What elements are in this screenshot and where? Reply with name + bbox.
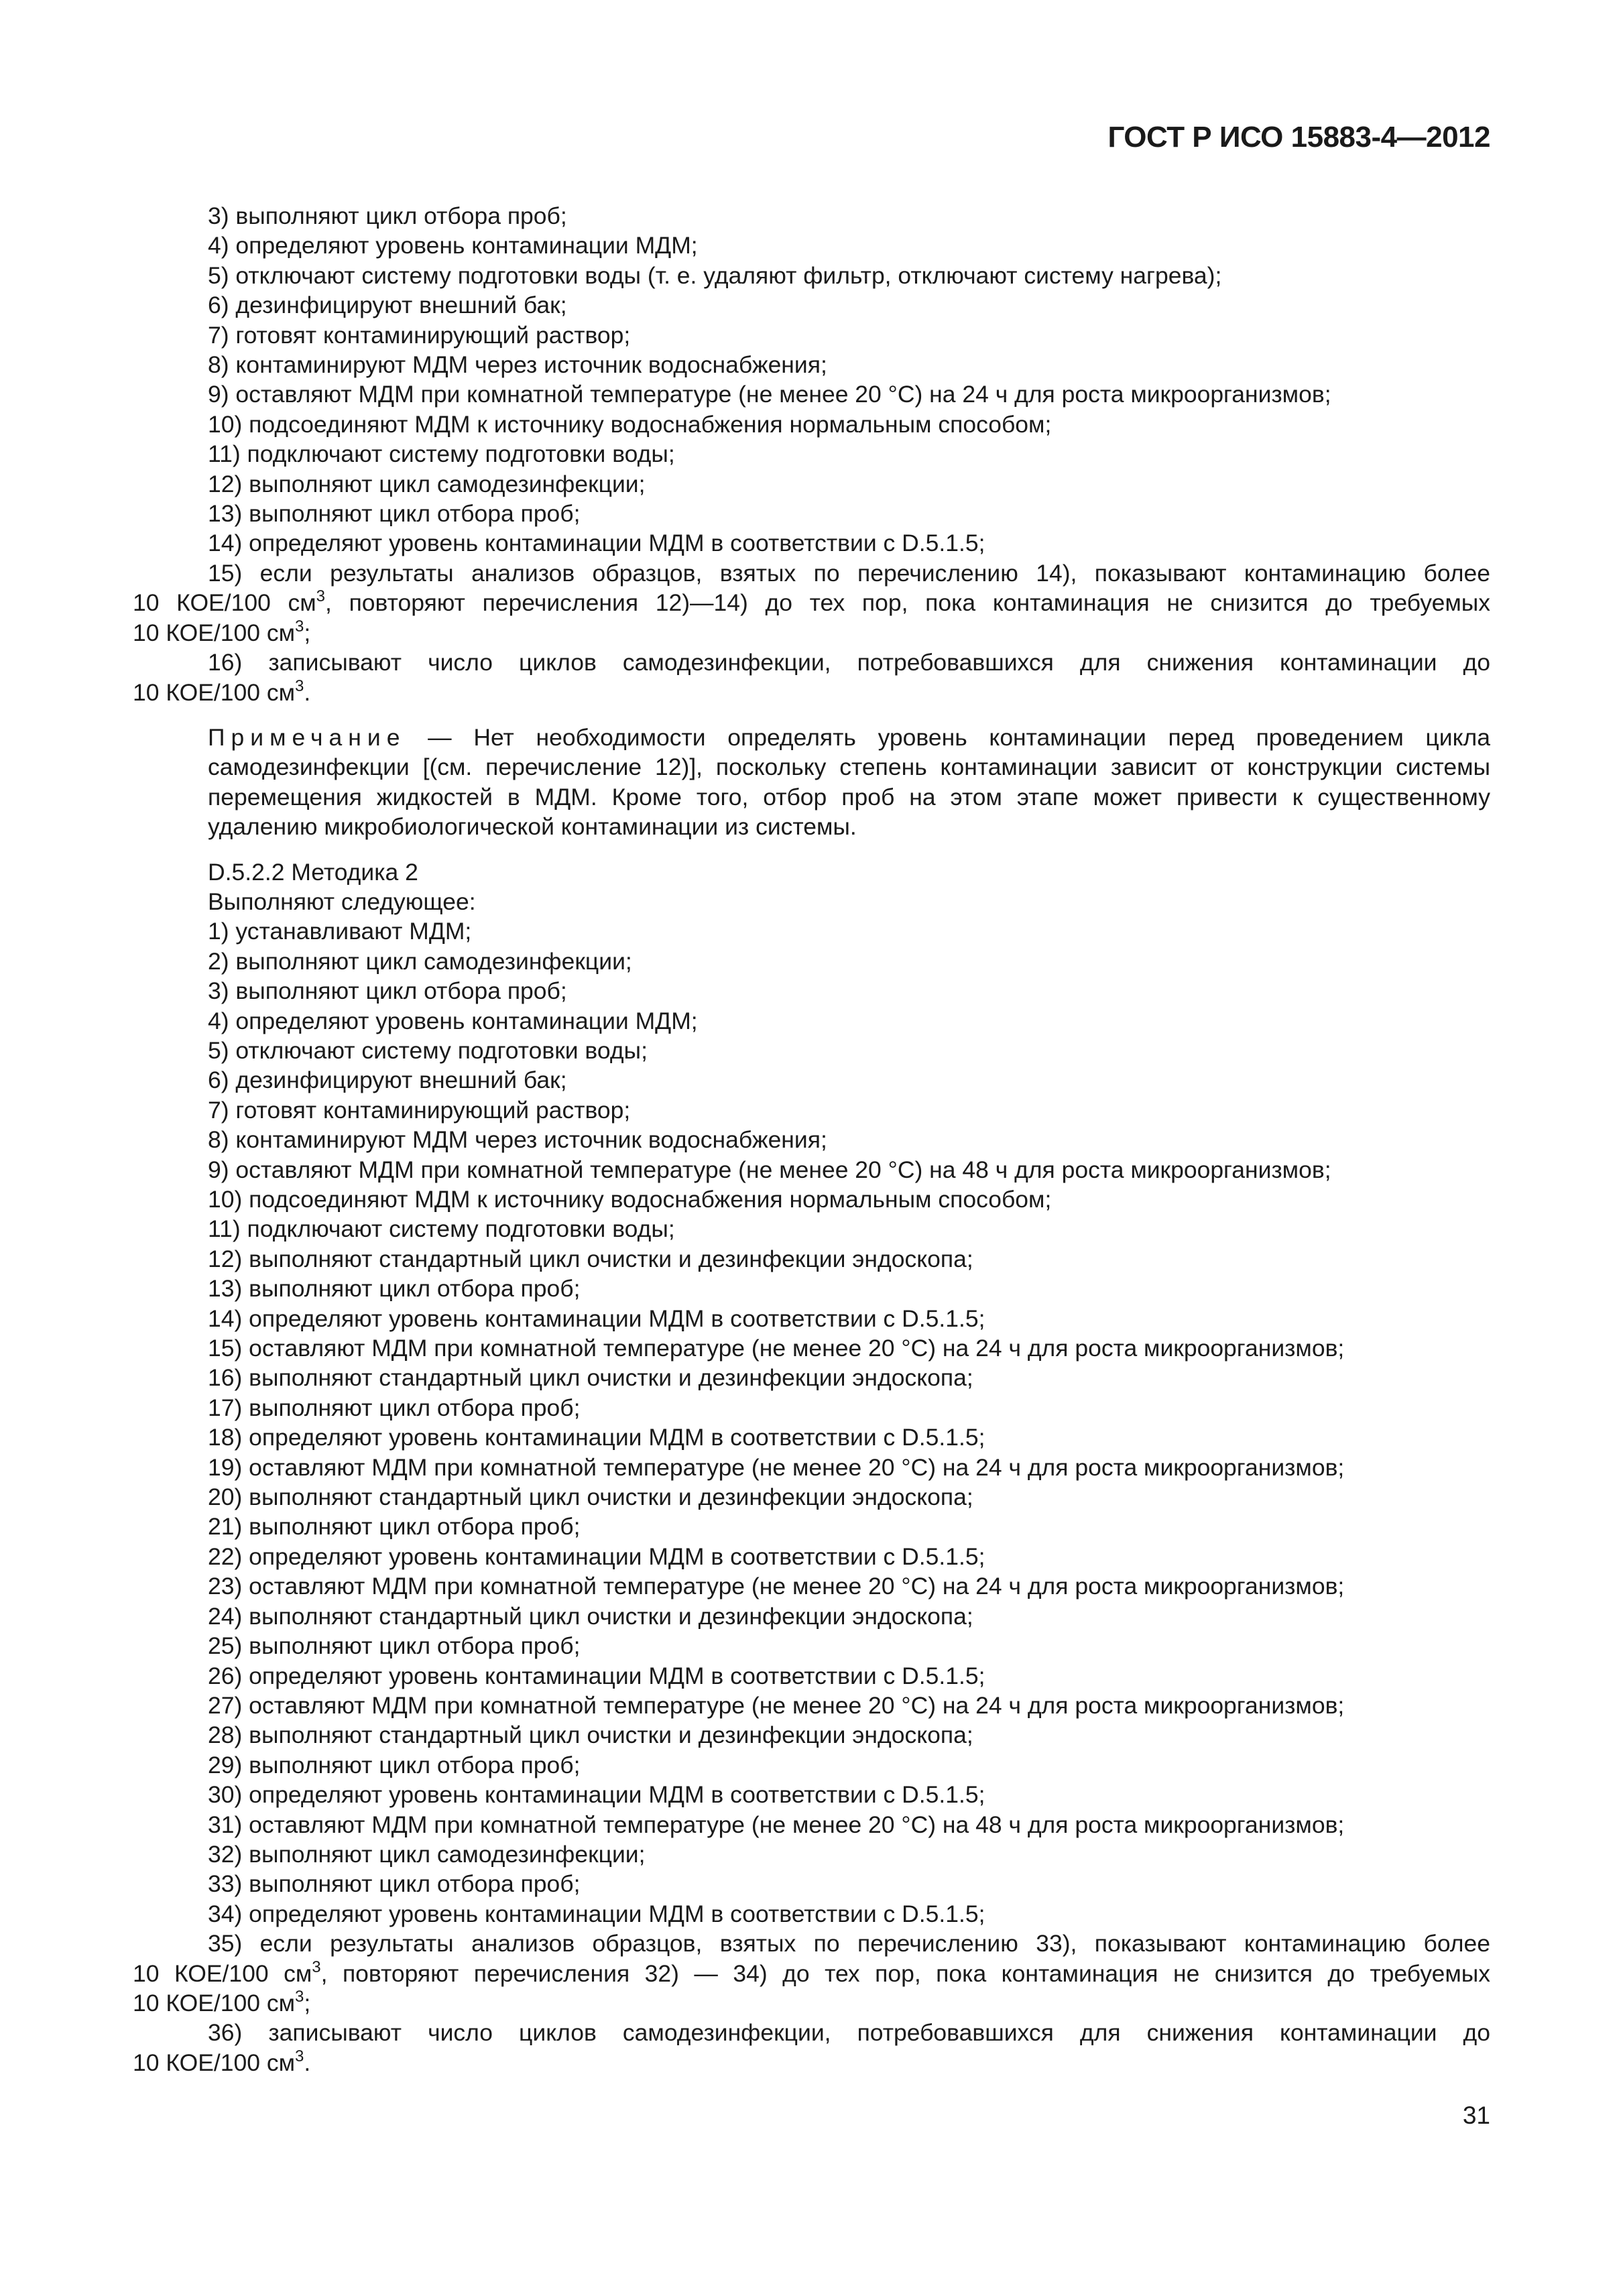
list-item: 30) определяют уровень контаминации МДМ в соответствии с D.5.1.5;: [208, 1781, 985, 1809]
list-item: 5) отключают систему подготовки воды;: [208, 1036, 648, 1064]
list-item: 5) отключают систему подготовки воды (т. е. удаляют фильтр, отключают систему нагрева);: [208, 261, 1222, 289]
list-item: 24) выполняют стандартный цикл очистки и дезинфекции эндоскопа;: [208, 1602, 973, 1630]
list-item: 12) выполняют стандартный цикл очистки и дезинфекции эндоскопа;: [208, 1245, 973, 1272]
section-intro: Выполняют следующее:: [208, 888, 476, 915]
item-36-line-2: 10 КОЕ/100 $см^3$.: [133, 2047, 311, 2076]
item-35-line-1: 35) если результаты анализов образцов, взятых по перечислению 33), показывают контаминацию более: [208, 1930, 1490, 1957]
item-15-line-3: 10 КОЕ/100 $см^3$;: [133, 617, 311, 646]
item-35-line-2: 10 КОЕ/100 $см^3$, повторяют перечисления 32) — 34) до тех пор, пока контаминация не снизится до требуемых: [133, 1957, 1490, 1987]
procedure-2-list: [133, 916, 1490, 1929]
list-item: 11) подключают систему подготовки воды;: [208, 440, 675, 468]
list-item: 17) выполняют цикл отбора проб;: [208, 1394, 581, 1421]
note-paragraph: Примечание — Нет необходимости определять уровень контаминации перед проведением цикла самодезинфекции [(см. перечисление 12)], поскольку степень контаминации зависит от конструкции системы перемещения жидкостей в МДМ. Кроме того, отбор проб на этом этапе может привести к существенному удалению микробиологической контаминации из системы.: [208, 723, 1490, 841]
list-item: 11) подключают систему подготовки воды;: [208, 1215, 675, 1243]
list-item: 8) контаминируют МДМ через источник водоснабжения;: [208, 1126, 827, 1154]
procedure-1-list: [133, 201, 1490, 558]
note-label: Примечание: [208, 723, 406, 751]
list-item: 8) контаминируют МДМ через источник водоснабжения;: [208, 351, 827, 379]
list-item: 13) выполняют цикл отбора проб;: [208, 1275, 581, 1303]
list-item: 1) устанавливают МДМ;: [208, 918, 472, 945]
item-16-line-1: 16) записывают число циклов самодезинфекции, потребовавшихся для снижения контаминации до: [208, 649, 1490, 676]
list-item: 6) дезинфицируют внешний бак;: [208, 1067, 567, 1094]
list-item: 16) выполняют стандартный цикл очистки и дезинфекции эндоскопа;: [208, 1364, 973, 1392]
list-item: 10) подсоединяют МДМ к источнику водоснабжения нормальным способом;: [208, 1186, 1052, 1213]
list-item: 6) дезинфицируют внешний бак;: [208, 292, 567, 319]
list-item: 14) определяют уровень контаминации МДМ в соответствии с D.5.1.5;: [208, 1305, 985, 1332]
list-item: 12) выполняют цикл самодезинфекции;: [208, 470, 646, 497]
list-item-36: [133, 2018, 1490, 2077]
list-item: 7) готовят контаминирующий раствор;: [208, 1096, 631, 1124]
item-16-line-2: 10 КОЕ/100 $см^3$.: [133, 676, 311, 706]
list-item: 32) выполняют цикл самодезинфекции;: [208, 1840, 646, 1868]
list-item: 4) определяют уровень контаминации МДМ;: [208, 1007, 698, 1034]
list-item: 25) выполняют цикл отбора проб;: [208, 1632, 581, 1660]
item-15-line-1: 15) если результаты анализов образцов, взятых по перечислению 14), показывают контаминацию более: [208, 559, 1490, 587]
list-item: 28) выполняют стандартный цикл очистки и дезинфекции эндоскопа;: [208, 1721, 973, 1749]
list-item: 29) выполняют цикл отбора проб;: [208, 1751, 581, 1778]
list-item: 27) оставляют МДМ при комнатной температуре (не менее 20 °С) на 24 ч для роста микроорганизмов;: [208, 1691, 1345, 1719]
item-15-line-2: 10 КОЕ/100 $см^3$, повторяют перечисления 12)—14) до тех пор, пока контаминация не снизится до требуемых: [133, 587, 1490, 617]
list-item: 21) выполняют цикл отбора проб;: [208, 1513, 581, 1540]
section-title: D.5.2.2 Методика 2: [208, 858, 418, 886]
list-item: 19) оставляют МДМ при комнатной температуре (не менее 20 °С) на 24 ч для роста микроорганизмов;: [208, 1453, 1345, 1481]
page-content: [133, 201, 1490, 2077]
list-item-16: [133, 648, 1490, 707]
item-35-line-3: 10 КОЕ/100 $см^3$;: [133, 1987, 311, 2016]
list-item: 13) выполняют цикл отбора проб;: [208, 500, 581, 528]
list-item: 4) определяют уровень контаминации МДМ;: [208, 232, 698, 259]
item-36-line-1: 36) записывают число циклов самодезинфекции, потребовавшихся для снижения контаминации до: [208, 2019, 1490, 2047]
document-code-header: ГОСТ Р ИСО 15883-4—2012: [1107, 121, 1490, 154]
page-number: 31: [1462, 2102, 1490, 2129]
list-item: 9) оставляют МДМ при комнатной температуре (не менее 20 °С) на 48 ч для роста микроорганизмов;: [208, 1156, 1331, 1183]
list-item: 34) определяют уровень контаминации МДМ в соответствии с D.5.1.5;: [208, 1900, 985, 1927]
list-item: 22) определяют уровень контаминации МДМ в соответствии с D.5.1.5;: [208, 1543, 985, 1570]
list-item: 18) определяют уровень контаминации МДМ в соответствии с D.5.1.5;: [208, 1424, 985, 1451]
list-item: 9) оставляют МДМ при комнатной температуре (не менее 20 °С) на 24 ч для роста микроорганизмов;: [208, 381, 1331, 408]
list-item: 26) определяют уровень контаминации МДМ в соответствии с D.5.1.5;: [208, 1662, 985, 1689]
list-item: 23) оставляют МДМ при комнатной температуре (не менее 20 °С) на 24 ч для роста микроорганизмов;: [208, 1573, 1345, 1600]
list-item: 2) выполняют цикл самодезинфекции;: [208, 947, 632, 975]
note-text: Нет необходимости определять уровень контаминации перед проведением цикла самодезинфекции [(см. перечисление 12)], поскольку степень контаминации зависит от конструкции системы перемещения жидкостей в МДМ. Кроме того, отбор проб на этом этапе может привести к существенному удалению микробиологической контаминации из системы.: [208, 723, 1490, 841]
list-item: 3) выполняют цикл отбора проб;: [208, 977, 567, 1005]
list-item: 31) оставляют МДМ при комнатной температуре (не менее 20 °С) на 48 ч для роста микроорганизмов;: [208, 1811, 1345, 1838]
list-item-15: [133, 558, 1490, 648]
list-item: 10) подсоединяют МДМ к источнику водоснабжения нормальным способом;: [208, 410, 1052, 438]
list-item: 14) определяют уровень контаминации МДМ в соответствии с D.5.1.5;: [208, 530, 985, 557]
list-item: 7) готовят контаминирующий раствор;: [208, 321, 631, 349]
list-item-35: [133, 1929, 1490, 2018]
list-item: 3) выполняют цикл отбора проб;: [208, 202, 567, 229]
list-item: 20) выполняют стандартный цикл очистки и дезинфекции эндоскопа;: [208, 1484, 973, 1511]
list-item: 33) выполняют цикл отбора проб;: [208, 1870, 581, 1898]
list-item: 15) оставляют МДМ при комнатной температуре (не менее 20 °С) на 24 ч для роста микроорганизмов;: [208, 1335, 1345, 1362]
